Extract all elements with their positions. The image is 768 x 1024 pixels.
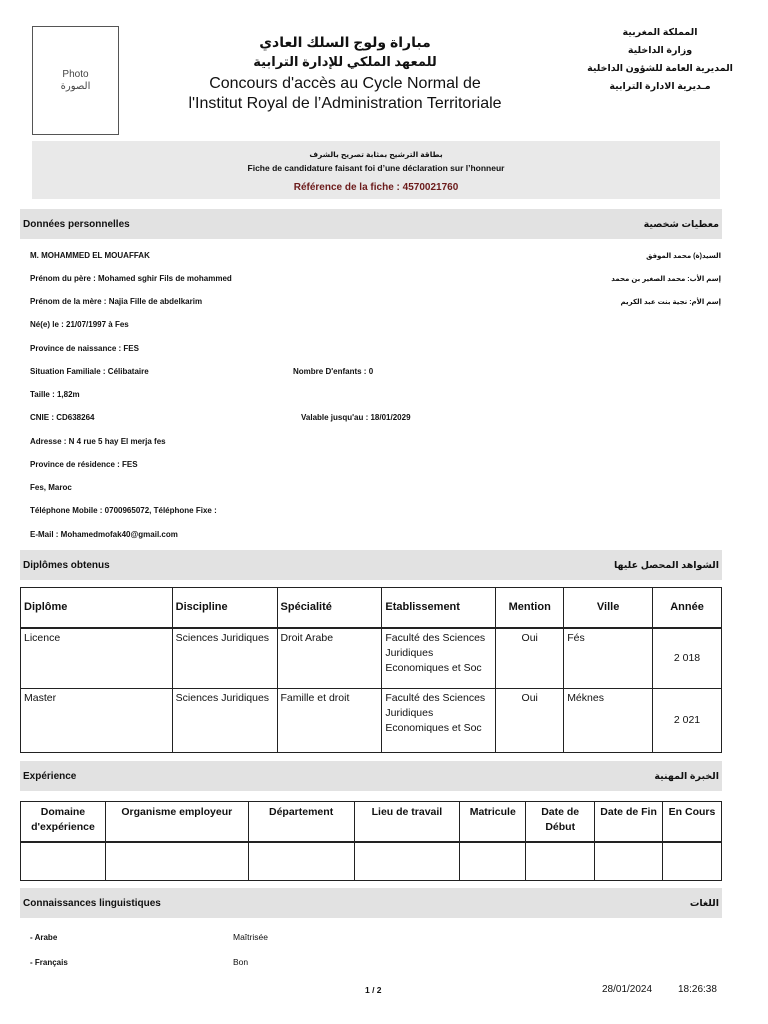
empty-cell [105, 842, 248, 881]
children-count: Nombre D'enfants : 0 [293, 367, 374, 376]
header-fr-line2: l'Institut Royal de l’Administration Territoriale [188, 95, 502, 112]
empty-cell [526, 842, 595, 881]
table-row [21, 628, 722, 689]
section-diplomas-title-ar: الشواهد المحصل عليها [613, 559, 719, 571]
candidate-name-ar: السيد(ة) محمد الموفق [646, 253, 721, 260]
column-header: Date de Début [526, 802, 595, 842]
column-header: Etablissement [382, 588, 496, 628]
organization-block [560, 24, 760, 96]
banner-fr-title: Fiche de candidature faisant foi d’une déclaration sur l’honneur [247, 163, 505, 173]
section-experience [20, 761, 722, 791]
photo-placeholder [32, 26, 119, 135]
mother-name-ar: إسم الأم: نجية بنت عبد الكريم [620, 299, 721, 306]
email: E-Mail : Mohamedmofak40@gmail.com [30, 530, 178, 539]
birth-info: Né(e) le : 21/07/1997 à Fes [30, 320, 129, 329]
city-country: Fes, Maroc [30, 483, 72, 492]
cell-establishment: Faculté des Sciences Juridiques Economiques et Soc [382, 628, 496, 689]
cell-speciality: Famille et droit [277, 689, 382, 753]
column-header: Domaine d'expérience [21, 802, 106, 842]
section-diplomas [20, 550, 722, 580]
cell-diploma: Master [21, 689, 173, 753]
cell-city: Fés [564, 628, 653, 689]
height: Taille : 1,82m [30, 390, 80, 399]
column-header: Date de Fin [595, 802, 663, 842]
org-line: مـديرية الادارة الترابية [609, 81, 711, 92]
birth-province: Province de naissance : FES [30, 344, 139, 353]
table-row [21, 689, 722, 753]
marital-status: Situation Familiale : Célibataire [30, 367, 149, 376]
section-languages-title: Connaissances linguistiques [23, 897, 161, 909]
photo-label-fr: Photo [62, 68, 89, 80]
table-header-row [21, 588, 722, 628]
org-line: المملكة المغربية [622, 27, 698, 38]
form-banner [32, 141, 720, 199]
cnie-validity: Valable jusqu'au : 18/01/2029 [301, 413, 411, 422]
mother-name: Prénom de la mère : Najia Fille de abdelkarim [30, 297, 203, 306]
header-ar-line2: للمعهد الملكي للإدارة الترابية [253, 54, 437, 69]
column-header: Lieu de travail [354, 802, 460, 842]
empty-cell [595, 842, 663, 881]
document-header [150, 32, 540, 114]
section-languages [20, 888, 722, 918]
language-name: - Arabe [30, 933, 58, 942]
cell-diploma: Licence [21, 628, 173, 689]
page-number: 1 / 2 [365, 985, 382, 995]
org-line: المديرية العامة للشؤون الداخلية [587, 63, 733, 74]
language-level: Maîtrisée [233, 932, 268, 942]
section-personal-title: Données personnelles [23, 218, 130, 230]
cell-year: 2 021 [653, 689, 722, 753]
section-languages-title-ar: اللغات [689, 897, 719, 909]
cell-speciality: Droit Arabe [277, 628, 382, 689]
cell-mention: Oui [496, 628, 564, 689]
print-time: 18:26:38 [678, 984, 717, 995]
org-line: وزارة الداخلية [627, 45, 693, 56]
column-header: Matricule [460, 802, 526, 842]
cnie-number: CNIE : CD638264 [30, 413, 95, 422]
language-name: - Français [30, 958, 68, 967]
section-experience-title: Expérience [23, 770, 77, 782]
residence-province: Province de résidence : FES [30, 460, 138, 469]
cell-discipline: Sciences Juridiques [172, 689, 277, 753]
cell-establishment: Faculté des Sciences Juridiques Economiques et Soc [382, 689, 496, 753]
column-header: Discipline [172, 588, 277, 628]
empty-cell [21, 842, 106, 881]
phone-numbers: Téléphone Mobile : 0700965072, Téléphone Fixe : [30, 506, 217, 515]
empty-cell [354, 842, 460, 881]
cell-city: Méknes [564, 689, 653, 753]
empty-cell [663, 842, 722, 881]
section-personal-title-ar: معطيات شخصية [643, 218, 719, 230]
column-header: Diplôme [21, 588, 173, 628]
photo-label-ar: الصورة [60, 80, 91, 92]
language-level: Bon [233, 957, 249, 967]
print-date: 28/01/2024 [602, 984, 653, 995]
section-experience-title-ar: الخبرة المهنية [654, 770, 719, 782]
cell-discipline: Sciences Juridiques [172, 628, 277, 689]
empty-cell [248, 842, 354, 881]
column-header: Mention [496, 588, 564, 628]
table-row [21, 842, 722, 881]
father-name-ar: إسم الأب: محمد الصغير بن محمد [611, 276, 721, 283]
header-fr-line1: Concours d'accès au Cycle Normal de [209, 75, 481, 92]
section-diplomas-title: Diplômes obtenus [23, 559, 110, 571]
column-header: En Cours [663, 802, 722, 842]
reference-number: Référence de la fiche : 4570021760 [293, 182, 459, 193]
candidate-name: M. MOHAMMED EL MOUAFFAK [30, 251, 150, 260]
header-ar-line1: مباراة ولوج السلك العادي [259, 34, 431, 50]
empty-cell [460, 842, 526, 881]
diplomas-table [20, 587, 722, 753]
table-header-row [21, 802, 722, 842]
address: Adresse : N 4 rue 5 hay El merja fes [30, 437, 166, 446]
experience-table [20, 801, 722, 881]
banner-ar-title: بطاقة الترشيح بمثابة تصريح بالشرف [309, 150, 443, 159]
column-header: Ville [564, 588, 653, 628]
section-personal [20, 209, 722, 239]
column-header: Spécialité [277, 588, 382, 628]
father-name: Prénom du père : Mohamed sghir Fils de mohammed [30, 274, 232, 283]
column-header: Année [653, 588, 722, 628]
cell-mention: Oui [496, 689, 564, 753]
cell-year: 2 018 [653, 628, 722, 689]
column-header: Département [248, 802, 354, 842]
column-header: Organisme employeur [105, 802, 248, 842]
